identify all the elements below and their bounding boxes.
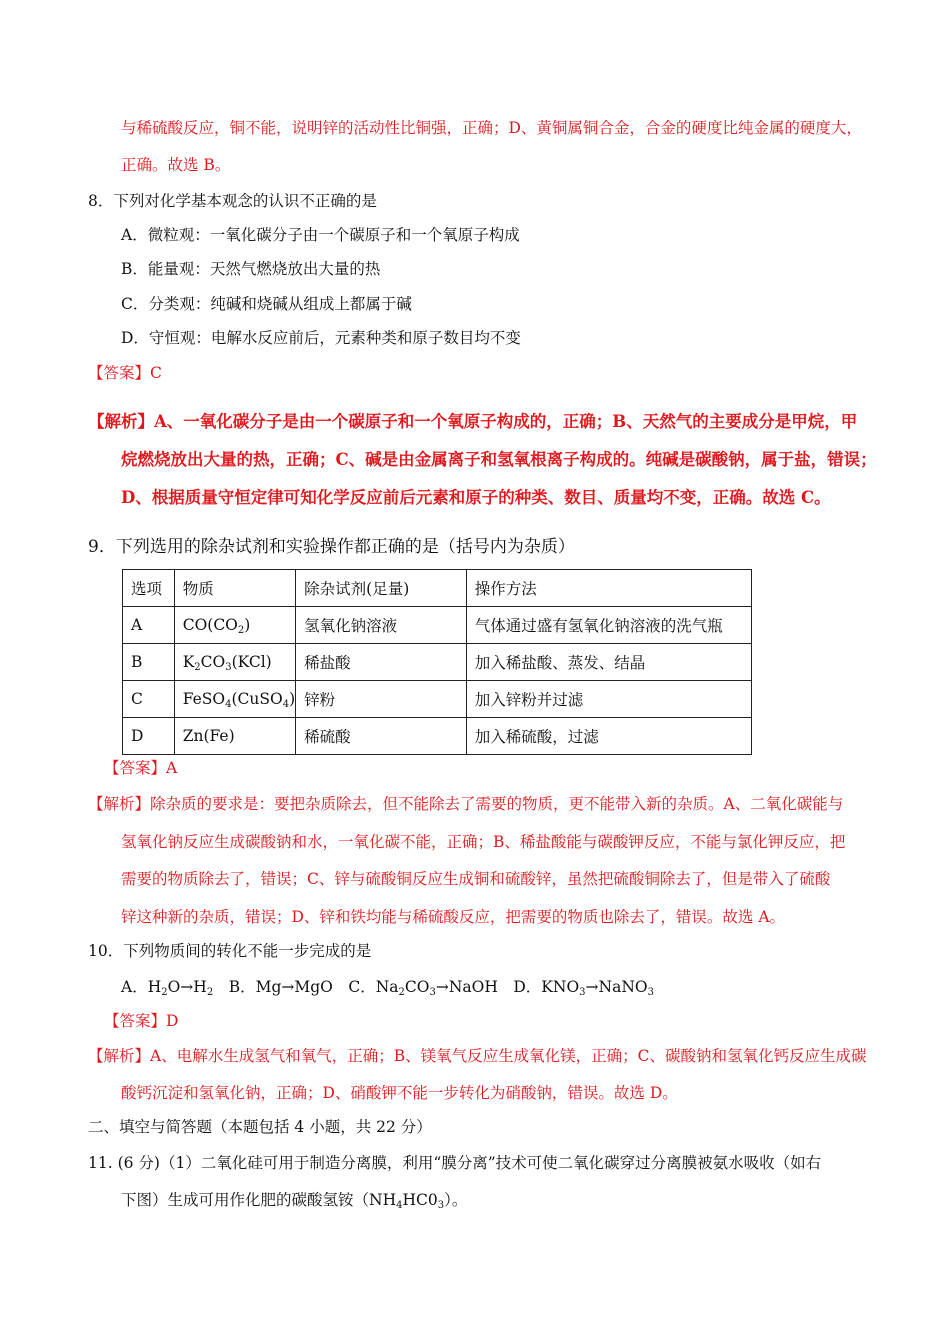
q7-analysis-line-2: 正确。故选 B。 <box>121 156 231 174</box>
row-b-substance: $K_2CO_3(KCl)$ <box>174 644 295 681</box>
row-b-option: B <box>123 644 175 681</box>
q9-analysis-line-2: 氢氧化钠反应生成碳酸钠和水，一氧化碳不能，正确；B、稀盐酸能与碳酸钾反应，不能与氯化钾反应，把 <box>121 833 846 851</box>
q11-line-1: 11. (6 分)（1）二氧化硅可用于制造分离膜，利用“膜分离”技术可使二氧化碳穿过分离膜被氨水吸收（如右 <box>88 1154 822 1172</box>
q8-stem: 8．下列对化学基本观念的认识不正确的是 <box>88 192 377 210</box>
q10-options: A．$H_2O\to H_2$ B．Mg→MgO C．$Na_2CO_3\to NaOH$ D．$KNO_3\to NaNO_3$ <box>121 978 654 998</box>
q8-option-d: D．守恒观：电解水反应前后，元素种类和原子数目均不变 <box>121 329 521 347</box>
table-header-row <box>123 570 752 607</box>
row-a-reagent: 氢氧化钠溶液 <box>296 607 467 644</box>
purification-table <box>122 569 752 755</box>
row-d-reagent: 稀硫酸 <box>296 718 467 755</box>
table-row <box>123 681 752 718</box>
row-c-method: 加入锌粉并过滤 <box>466 681 751 718</box>
header-method: 操作方法 <box>466 570 751 607</box>
q9-answer: 【答案】A <box>104 759 178 777</box>
q8-option-b: B．能量观：天然气燃烧放出大量的热 <box>121 260 381 278</box>
table-row <box>123 718 752 755</box>
row-d-substance: Zn(Fe) <box>174 718 295 755</box>
row-a-substance: $CO(CO_2)$ <box>174 607 295 644</box>
table-row <box>123 607 752 644</box>
header-reagent: 除杂试剂(足量) <box>296 570 467 607</box>
row-d-method: 加入稀硫酸，过滤 <box>466 718 751 755</box>
q10-stem: 10．下列物质间的转化不能一步完成的是 <box>88 942 372 960</box>
q9-analysis-line-3: 需要的物质除去了，错误；C、锌与硫酸铜反应生成铜和硫酸锌，虽然把硫酸铜除去了，但是带入了硫酸 <box>121 870 831 888</box>
row-c-substance: FeSO$_4$(CuSO$_4$) <box>174 681 295 718</box>
row-c-option: C <box>123 681 175 718</box>
q9-analysis-line-1: 【解析】除杂质的要求是：要把杂质除去，但不能除去了需要的物质，更不能带入新的杂质。A、二氧化碳能与 <box>88 795 844 813</box>
row-a-option: A <box>123 607 175 644</box>
q8-analysis-line-3: D、根据质量守恒定律可知化学反应前后元素和原子的种类、数目、质量均不变，正确。故选 C。 <box>121 488 831 507</box>
header-substance: 物质 <box>174 570 295 607</box>
row-d-option: D <box>123 718 175 755</box>
row-b-method: 加入稀盐酸、蒸发、结晶 <box>466 644 751 681</box>
q7-analysis-line-1: 与稀硫酸反应，铜不能，说明锌的活动性比铜强，正确；D、黄铜属铜合金，合金的硬度比纯金属的硬度大， <box>121 119 862 137</box>
q11-line-2: 下图）生成可用作化肥的碳酸氢铵$(NH_4HC0_3)$。 <box>121 1191 468 1211</box>
q9-analysis-line-4: 锌这种新的杂质，错误；D、锌和铁均能与稀硫酸反应，把需要的物质也除去了，错误。故选 A。 <box>121 908 786 926</box>
q8-option-c: C．分类观：纯碱和烧碱从组成上都属于碱 <box>121 295 412 313</box>
q10-analysis-line-1: 【解析】A、电解水生成氢气和氧气，正确；B、镁氧气反应生成氧化镁，正确；C、碳酸钠和氢氧化钙反应生成碳 <box>88 1047 867 1065</box>
header-option: 选项 <box>123 570 175 607</box>
q8-answer: 【答案】C <box>88 364 162 382</box>
q10-answer: 【答案】D <box>104 1012 179 1030</box>
row-c-reagent: 锌粉 <box>296 681 467 718</box>
q8-analysis-line-2: 烷燃烧放出大量的热，正确；C、碱是由金属离子和氢氧根离子构成的。纯碱是碳酸钠，属于盐，错误； <box>121 450 877 469</box>
q10-analysis-line-2: 酸钙沉淀和氢氧化钠，正确；D、硝酸钾不能一步转化为硝酸钠，错误。故选 D。 <box>121 1084 678 1102</box>
row-a-method: 气体通过盛有氢氧化钠溶液的洗气瓶 <box>466 607 751 644</box>
q8-analysis-line-1: 【解析】A、一氧化碳分子是由一个碳原子和一个氧原子构成的，正确；B、天然气的主要成分是甲烷，甲 <box>88 412 858 431</box>
row-b-reagent: 稀盐酸 <box>296 644 467 681</box>
q8-option-a: A．微粒观：一氧化碳分子由一个碳原子和一个氧原子构成 <box>121 226 520 244</box>
section-2-title: 二、填空与简答题（本题包括 4 小题，共 22 分） <box>88 1118 432 1136</box>
table-row <box>123 644 752 681</box>
q9-stem: 9．下列选用的除杂试剂和实验操作都正确的是（括号内为杂质） <box>88 537 575 557</box>
